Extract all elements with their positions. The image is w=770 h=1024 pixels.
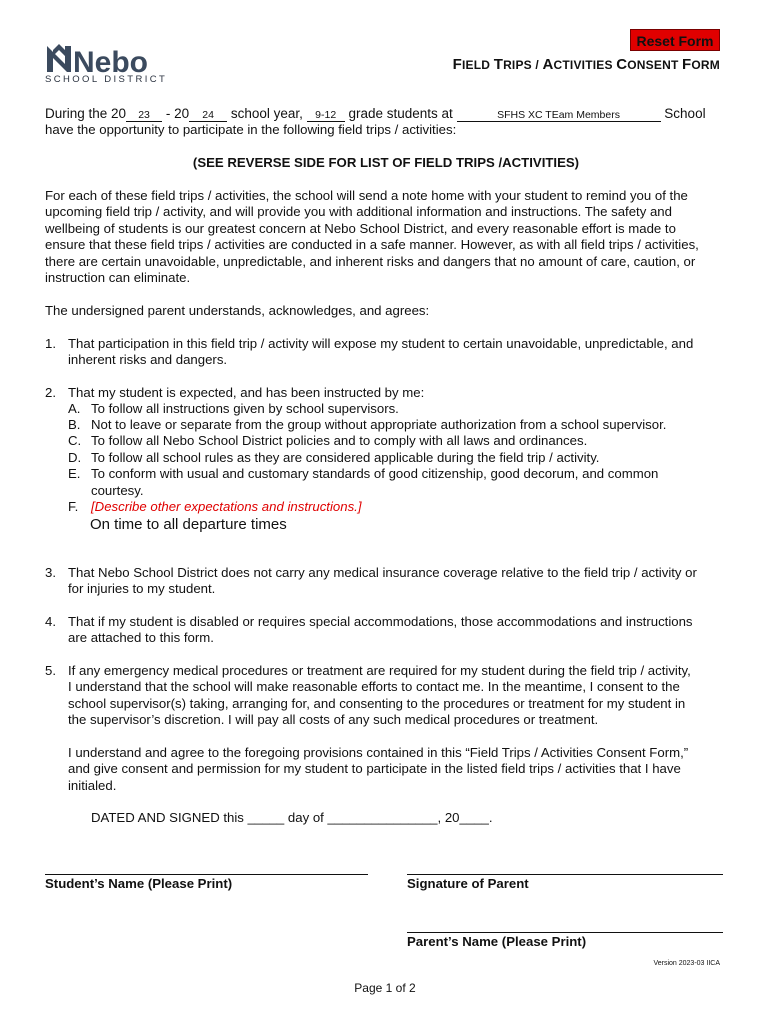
student-name-label: Student’s Name (Please Print) <box>45 876 233 891</box>
item-number: 4. <box>45 614 56 629</box>
item-2-text: That my student is expected, and has been instructed by me: <box>68 385 425 400</box>
item-number: 2. <box>45 385 56 400</box>
undersigned-statement: The undersigned parent understands, acknowledges, and agrees: <box>45 303 430 318</box>
paragraph-line: instruction can eliminate. <box>45 270 191 285</box>
paragraph-line: there are certain unavoidable, unpredictable, and inherent risks and dangers that no amount of care, caution, or <box>45 254 696 269</box>
sub-item: To conform with usual and customary standards of good citizenship, good decorum, and common <box>91 466 659 481</box>
item-3-line: for injuries to my student. <box>68 581 216 596</box>
sub-letter: B. <box>68 417 81 432</box>
school-name-field[interactable]: SFHS XC TEam Members <box>457 109 661 122</box>
grade-field[interactable]: 9-12 <box>307 109 345 122</box>
logo-text: Nebo <box>73 46 148 79</box>
item-3-line: That Nebo School District does not carry any medical insurance coverage relative to the field trip / activity or <box>68 565 697 580</box>
intro-line: During the 20 23 - 20 24 school year, 9-12 grade students at SFHS XC TEam Members School <box>45 106 706 121</box>
paragraph-line: upcoming field trip / activity, and will provide you with additional information and instructions. The safety and <box>45 204 672 219</box>
sub-item: To follow all Nebo School District policies and to comply with all laws and ordinances. <box>91 433 588 448</box>
parent-name-label: Parent’s Name (Please Print) <box>407 934 587 949</box>
version-label: Version 2023-03 IICA <box>653 960 720 967</box>
student-name-line[interactable] <box>45 874 368 875</box>
intro-line-2: have the opportunity to participate in the following field trips / activities: <box>45 122 457 137</box>
sub-item: Not to leave or separate from the group without appropriate authorization from a school supervisor. <box>91 417 667 432</box>
item-5-line: the supervisor’s discretion. I will pay all costs of any such medical procedures or treatment. <box>68 712 599 727</box>
item-number: 3. <box>45 565 56 580</box>
dated-signed-line[interactable]: DATED AND SIGNED this _____ day of _______________, 20____. <box>91 810 493 825</box>
agreement-line: initialed. <box>68 778 117 793</box>
end-year-field[interactable]: 24 <box>189 109 227 122</box>
agreement-line: and give consent and permission for my student to participate in the listed field trips / activities that I have <box>68 761 681 776</box>
item-4-line: are attached to this form. <box>68 630 214 645</box>
page-title: FIELD TRIPS / ACTIVITIES CONSENT FORM <box>452 56 720 73</box>
paragraph-line: ensure that these field trips / activities are conducted in a safe manner. However, as with all field trips / activities, <box>45 237 699 252</box>
reverse-note: (SEE REVERSE SIDE FOR LIST OF FIELD TRIPS /ACTIVITIES) <box>192 155 580 170</box>
paragraph-line: For each of these field trips / activities, the school will send a note home with your student to remind you of the <box>45 188 688 203</box>
sub-item: To follow all school rules as they are considered applicable during the field trip / activity. <box>91 450 600 465</box>
agreement-line: I understand and agree to the foregoing provisions contained in this “Field Trips / Activities Consent Form,” <box>68 745 689 760</box>
parent-name-line[interactable] <box>407 932 723 933</box>
other-expectations-prompt: [Describe other expectations and instructions.] <box>91 499 362 514</box>
start-year-field[interactable]: 23 <box>126 109 162 122</box>
reset-form-button[interactable]: Reset Form <box>630 29 720 51</box>
sub-item: courtesy. <box>91 483 144 498</box>
sub-letter: E. <box>68 466 81 481</box>
parent-signature-line[interactable] <box>407 874 723 875</box>
other-expectations-field[interactable]: On time to all departure times <box>90 516 287 533</box>
paragraph-line: wellbeing of students is our greatest concern at Nebo School District, and every reasonable effort is made to <box>45 221 676 236</box>
page-number: Page 1 of 2 <box>354 981 416 995</box>
item-5-line: I understand that the school will make reasonable efforts to contact me. In the meantime, I consent to the <box>68 679 680 694</box>
sub-letter: F. <box>68 499 79 514</box>
item-4-line: That if my student is disabled or requires special accommodations, those accommodations and instructions <box>68 614 693 629</box>
sub-item: To follow all instructions given by school supervisors. <box>91 401 399 416</box>
item-number: 5. <box>45 663 56 678</box>
sub-letter: C. <box>68 433 82 448</box>
item-5-line: school supervisor(s) taking, arranging for, and consenting to the procedures or treatment for my student in <box>68 696 686 711</box>
sub-letter: D. <box>68 450 82 465</box>
item-1-line: That participation in this field trip / activity will expose my student to certain unavoidable, unpredictable, and <box>68 336 694 351</box>
sub-letter: A. <box>68 401 81 416</box>
parent-signature-label: Signature of Parent <box>407 876 529 891</box>
item-5-line: If any emergency medical procedures or treatment are required for my student during the field trip / activity, <box>68 663 691 678</box>
item-number: 1. <box>45 336 56 351</box>
logo-mountain-icon <box>47 44 71 72</box>
item-1-line: inherent risks and dangers. <box>68 352 228 367</box>
logo-subtitle: SCHOOL DISTRICT <box>45 74 168 85</box>
